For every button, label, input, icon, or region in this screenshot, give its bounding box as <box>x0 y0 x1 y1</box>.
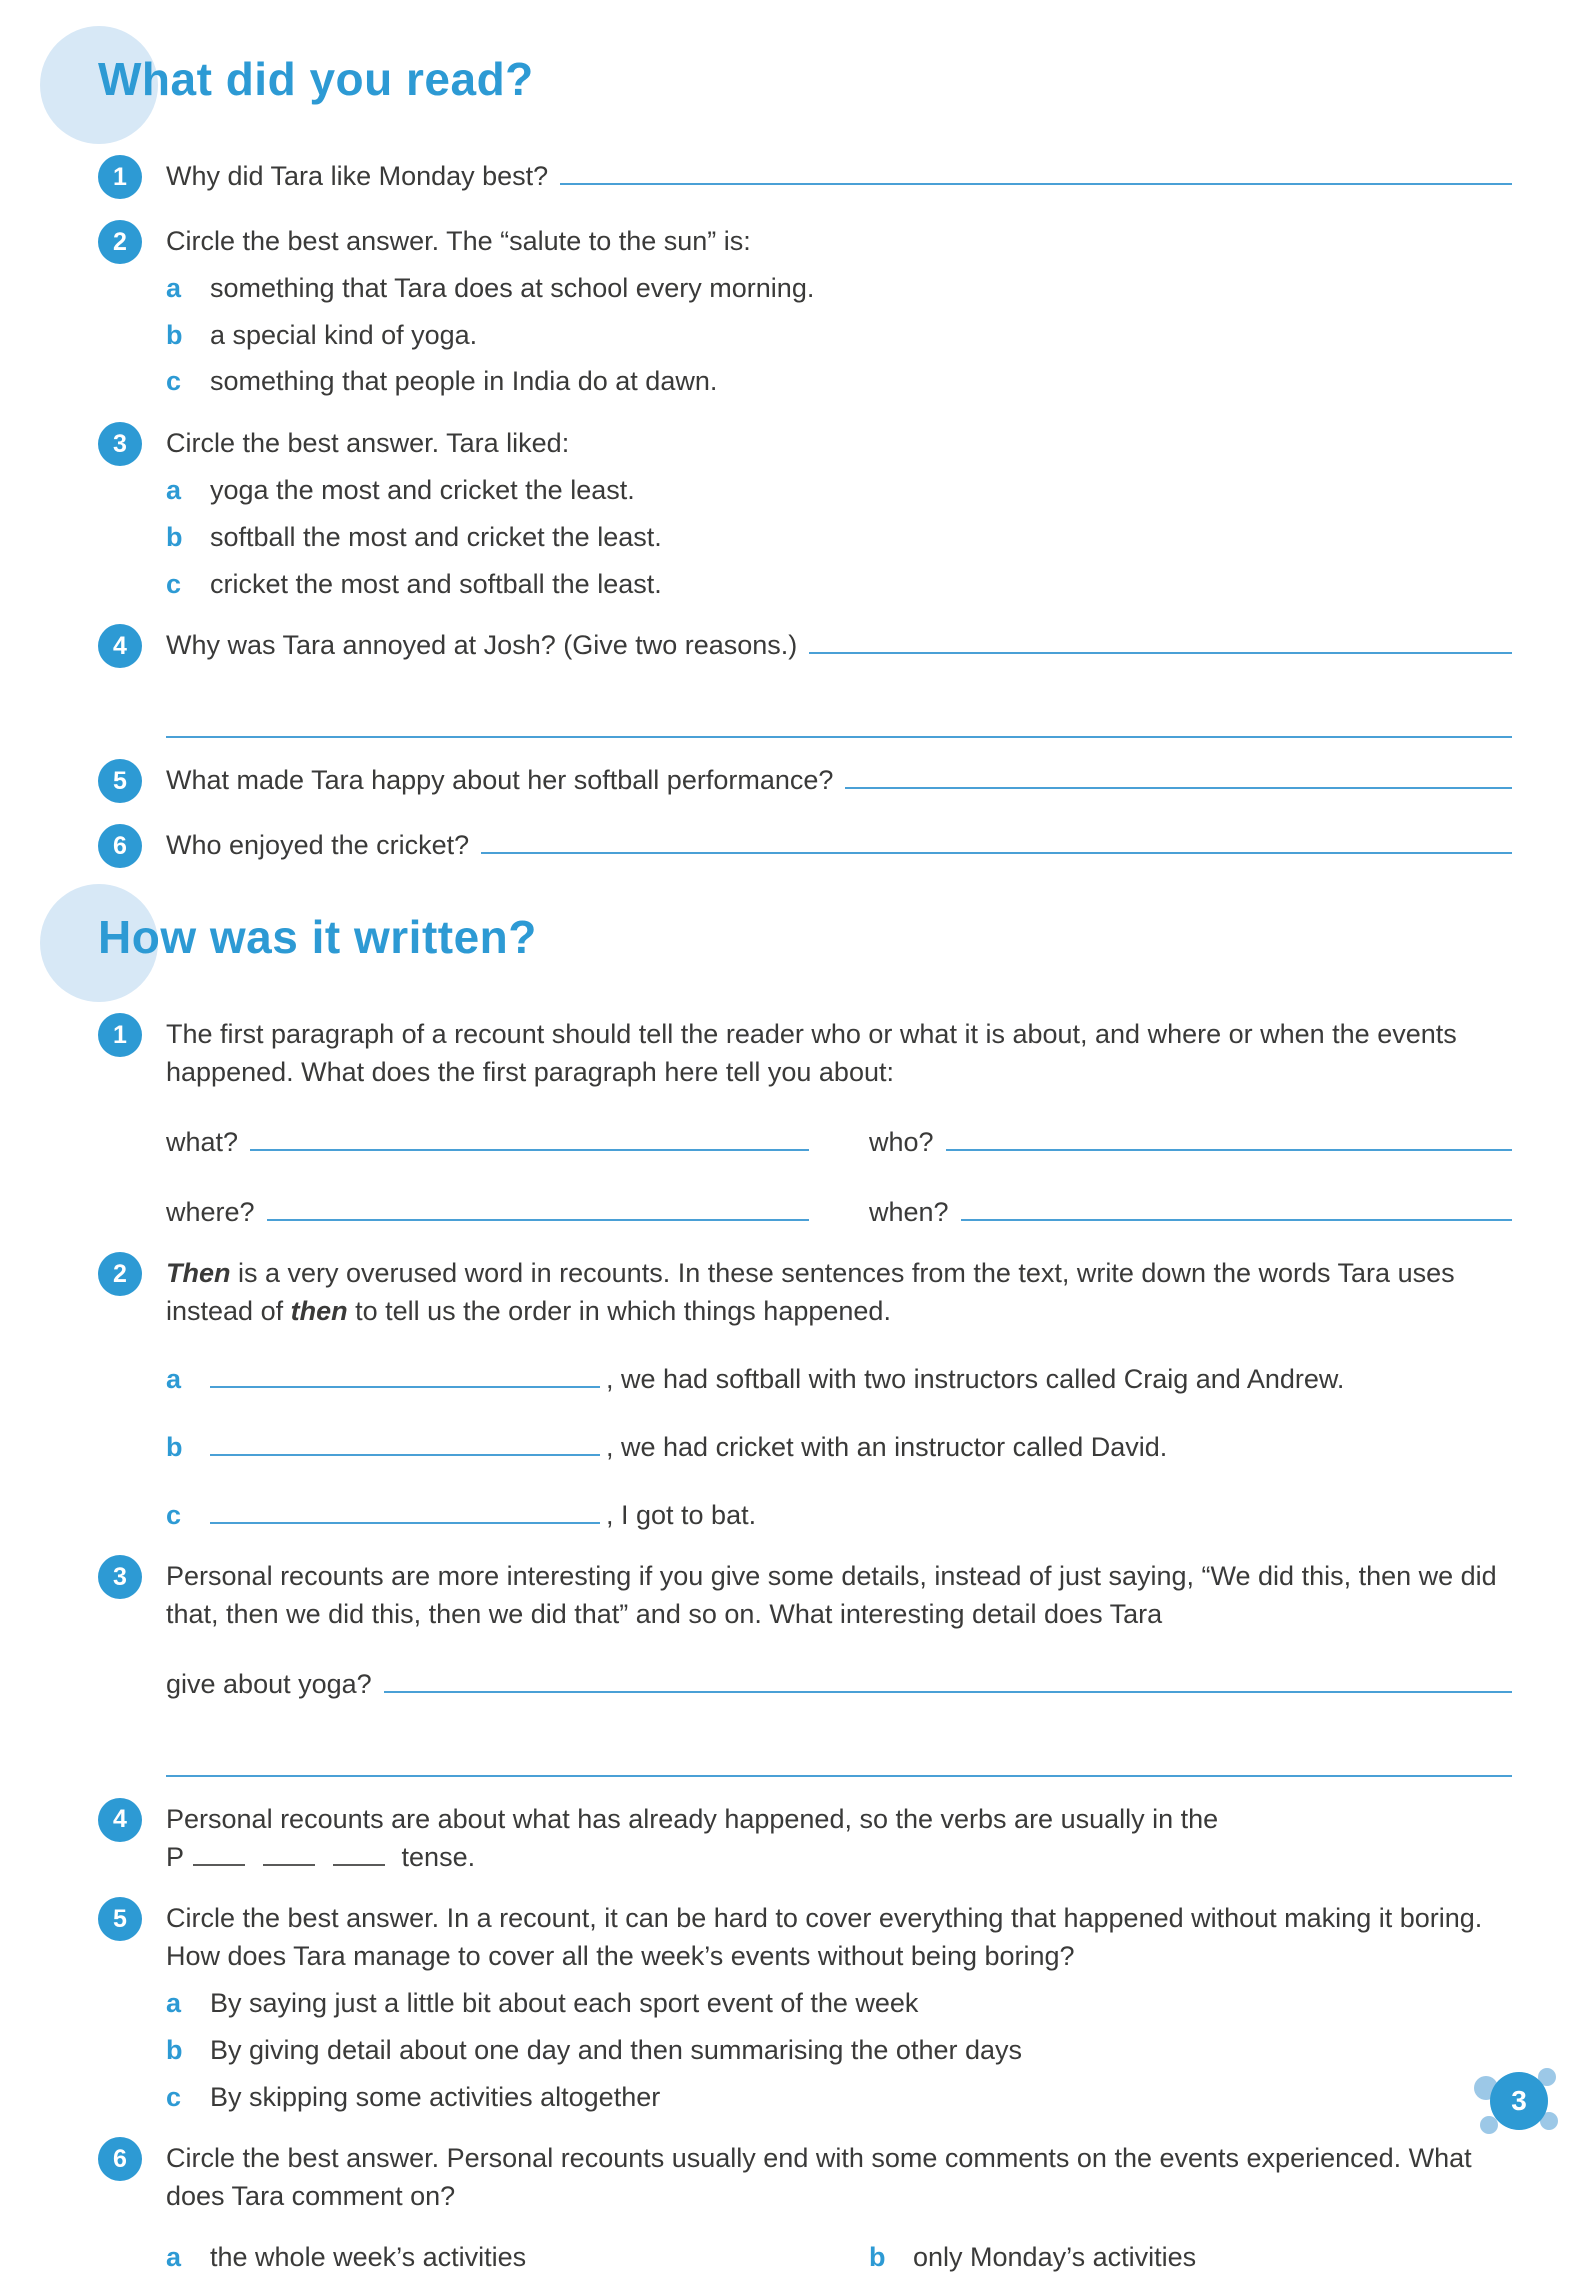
question <box>98 627 1512 738</box>
answer-line[interactable] <box>166 1750 1512 1777</box>
question-body <box>166 1255 1512 1534</box>
section-heading <box>98 910 1512 988</box>
question-number: 5 <box>98 1897 142 1941</box>
question-text <box>166 1255 1512 1331</box>
prompt-label: give about yoga? <box>166 1668 372 1699</box>
question-body <box>166 1558 1512 1776</box>
question-number: 4 <box>98 624 142 668</box>
sentence-text: , I got to bat. <box>606 1499 757 1530</box>
question-text: Personal recounts are about what has already happened, so the verbs are usually in the <box>166 1803 1219 1834</box>
option-letter: a <box>166 1363 182 1394</box>
option-letter: b <box>166 319 183 350</box>
question-body <box>166 1900 1512 2116</box>
question <box>98 1016 1512 1231</box>
question <box>98 762 1512 803</box>
option-row <box>166 2239 809 2277</box>
option-grid <box>166 2230 1512 2277</box>
option-text[interactable]: yoga the most and cricket the least. <box>210 474 635 505</box>
tense-letter: P <box>166 1841 185 1872</box>
option-row <box>166 566 1512 604</box>
question-text: Personal recounts are more interesting if you give some details, instead of just saying, “We did this, then we did that, then we did this, then we did that” and so on. What interesting detail does Tara <box>166 1561 1497 1630</box>
option-row <box>869 2239 1512 2277</box>
sentence-text: , we had softball with two instructors called Craig and Andrew. <box>606 1363 1345 1394</box>
section-heading <box>98 52 1512 130</box>
option-letter: a <box>166 272 182 303</box>
answer-blank[interactable] <box>210 1497 600 1524</box>
question-number: 3 <box>98 1555 142 1599</box>
question <box>98 2140 1512 2276</box>
option-row <box>166 472 1512 510</box>
option-letter: c <box>166 1499 182 1530</box>
page-number-badge <box>1484 2066 1554 2136</box>
question-body <box>166 1801 1512 1877</box>
emphasised-word: then <box>290 1296 348 1327</box>
section-title: What did you read? <box>98 53 534 105</box>
option-letter: b <box>166 1431 183 1462</box>
question-body <box>166 827 1512 865</box>
answer-line[interactable] <box>384 1666 1512 1693</box>
fill-in-row <box>166 1361 1512 1399</box>
option-row <box>166 2032 1512 2070</box>
answer-grid <box>166 1124 1512 1162</box>
option-row <box>166 363 1512 401</box>
question-text: Circle the best answer. Personal recounts usually end with some comments on the events experienced. What does Tara comment on? <box>166 2143 1472 2212</box>
question-number: 1 <box>98 1013 142 1057</box>
tense-line <box>166 1839 1512 1877</box>
answer-line[interactable] <box>946 1124 1512 1151</box>
option-letter: b <box>166 2034 183 2065</box>
question-body <box>166 158 1512 196</box>
option-letter: b <box>166 521 183 552</box>
question-body <box>166 223 1512 401</box>
question-body <box>166 425 1512 603</box>
tense-suffix: tense. <box>401 1841 476 1872</box>
question-number: 6 <box>98 824 142 868</box>
option-letter: a <box>166 1987 182 2018</box>
option-text[interactable]: By saying just a little bit about each sport event of the week <box>210 1987 919 2018</box>
question-body <box>166 627 1512 738</box>
answer-line[interactable] <box>961 1194 1512 1221</box>
option-text[interactable]: something that Tara does at school every morning. <box>210 272 815 303</box>
fill-in-row <box>166 1497 1512 1535</box>
page-number: 3 <box>1490 2072 1548 2130</box>
section-what-did-you-read <box>98 52 1512 868</box>
option-row <box>166 270 1512 308</box>
option-letter: a <box>166 2241 182 2272</box>
option-text[interactable]: softball the most and cricket the least. <box>210 521 662 552</box>
option-text[interactable]: something that people in India do at dawn. <box>210 366 718 397</box>
question-body <box>166 2140 1512 2276</box>
question-text-part: to tell us the order in which things happened. <box>347 1296 891 1327</box>
question <box>98 1255 1512 1534</box>
answer-blank[interactable] <box>263 1839 315 1866</box>
option-text[interactable]: By skipping some activities altogether <box>210 2081 661 2112</box>
option-row <box>166 519 1512 557</box>
answer-line[interactable] <box>845 762 1512 789</box>
option-letter: c <box>166 568 182 599</box>
option-row <box>166 317 1512 355</box>
question-text: Who enjoyed the cricket? <box>166 830 470 861</box>
prompt-label: what? <box>166 1126 239 1157</box>
question-text: Circle the best answer. Tara liked: <box>166 428 570 459</box>
emphasised-word: Then <box>166 1258 231 1289</box>
answer-blank[interactable] <box>210 1429 600 1456</box>
answer-line[interactable] <box>560 158 1512 185</box>
answer-line[interactable] <box>267 1194 809 1221</box>
question-number: 6 <box>98 2137 142 2181</box>
question-body <box>166 1016 1512 1231</box>
question-number: 1 <box>98 155 142 199</box>
option-letter: a <box>166 474 182 505</box>
question <box>98 1900 1512 2116</box>
question <box>98 158 1512 199</box>
question-text: Circle the best answer. In a recount, it can be hard to cover everything that happened without making it boring. How does Tara manage to cover all the week’s events without being boring? <box>166 1903 1483 1972</box>
option-text[interactable]: cricket the most and softball the least. <box>210 568 662 599</box>
answer-line[interactable] <box>250 1124 809 1151</box>
question-number: 3 <box>98 422 142 466</box>
question <box>98 1801 1512 1877</box>
question <box>98 1558 1512 1776</box>
answer-blank[interactable] <box>210 1361 600 1388</box>
answer-line[interactable] <box>481 827 1512 854</box>
question-number: 2 <box>98 220 142 264</box>
option-text[interactable]: a special kind of yoga. <box>210 319 478 350</box>
question-text: Why was Tara annoyed at Josh? (Give two reasons.) <box>166 630 798 661</box>
prompt-label: when? <box>869 1196 949 1227</box>
question-body <box>166 762 1512 800</box>
option-row <box>166 1985 1512 2023</box>
answer-line[interactable] <box>809 627 1512 654</box>
option-letter: c <box>166 366 182 397</box>
fill-in-row <box>166 1429 1512 1467</box>
question <box>98 425 1512 603</box>
answer-grid <box>166 1194 1512 1232</box>
section-title: How was it written? <box>98 911 537 964</box>
question-number: 5 <box>98 759 142 803</box>
question-text: What made Tara happy about her softball performance? <box>166 765 834 796</box>
option-text[interactable]: By giving detail about one day and then summarising the other days <box>210 2034 1023 2065</box>
question-number: 4 <box>98 1798 142 1842</box>
question <box>98 827 1512 868</box>
option-text[interactable]: the whole week’s activities <box>210 2241 527 2272</box>
prompt-label: who? <box>869 1126 934 1157</box>
option-letter: b <box>869 2241 886 2272</box>
option-text[interactable]: only Monday’s activities <box>913 2241 1197 2272</box>
answer-blank[interactable] <box>193 1839 245 1866</box>
prompt-label: where? <box>166 1196 255 1227</box>
question-text: Circle the best answer. The “salute to the sun” is: <box>166 226 751 256</box>
answer-blank[interactable] <box>333 1839 385 1866</box>
question <box>98 223 1512 401</box>
answer-line[interactable] <box>166 711 1512 738</box>
sentence-text: , we had cricket with an instructor called David. <box>606 1431 1168 1462</box>
option-row <box>166 2079 1512 2117</box>
option-letter: c <box>166 2081 182 2112</box>
question-number: 2 <box>98 1252 142 1296</box>
question-text: The first paragraph of a recount should tell the reader who or what it is about, and where or when the events happened. What does the first paragraph here tell you about: <box>166 1019 1457 1087</box>
section-how-was-it-written <box>98 910 1512 2277</box>
question-text: Why did Tara like Monday best? <box>166 161 549 191</box>
question-text-part: is a very overused word in recounts. In these sentences from the text, write down the words Tara uses instead of <box>166 1258 1455 1327</box>
